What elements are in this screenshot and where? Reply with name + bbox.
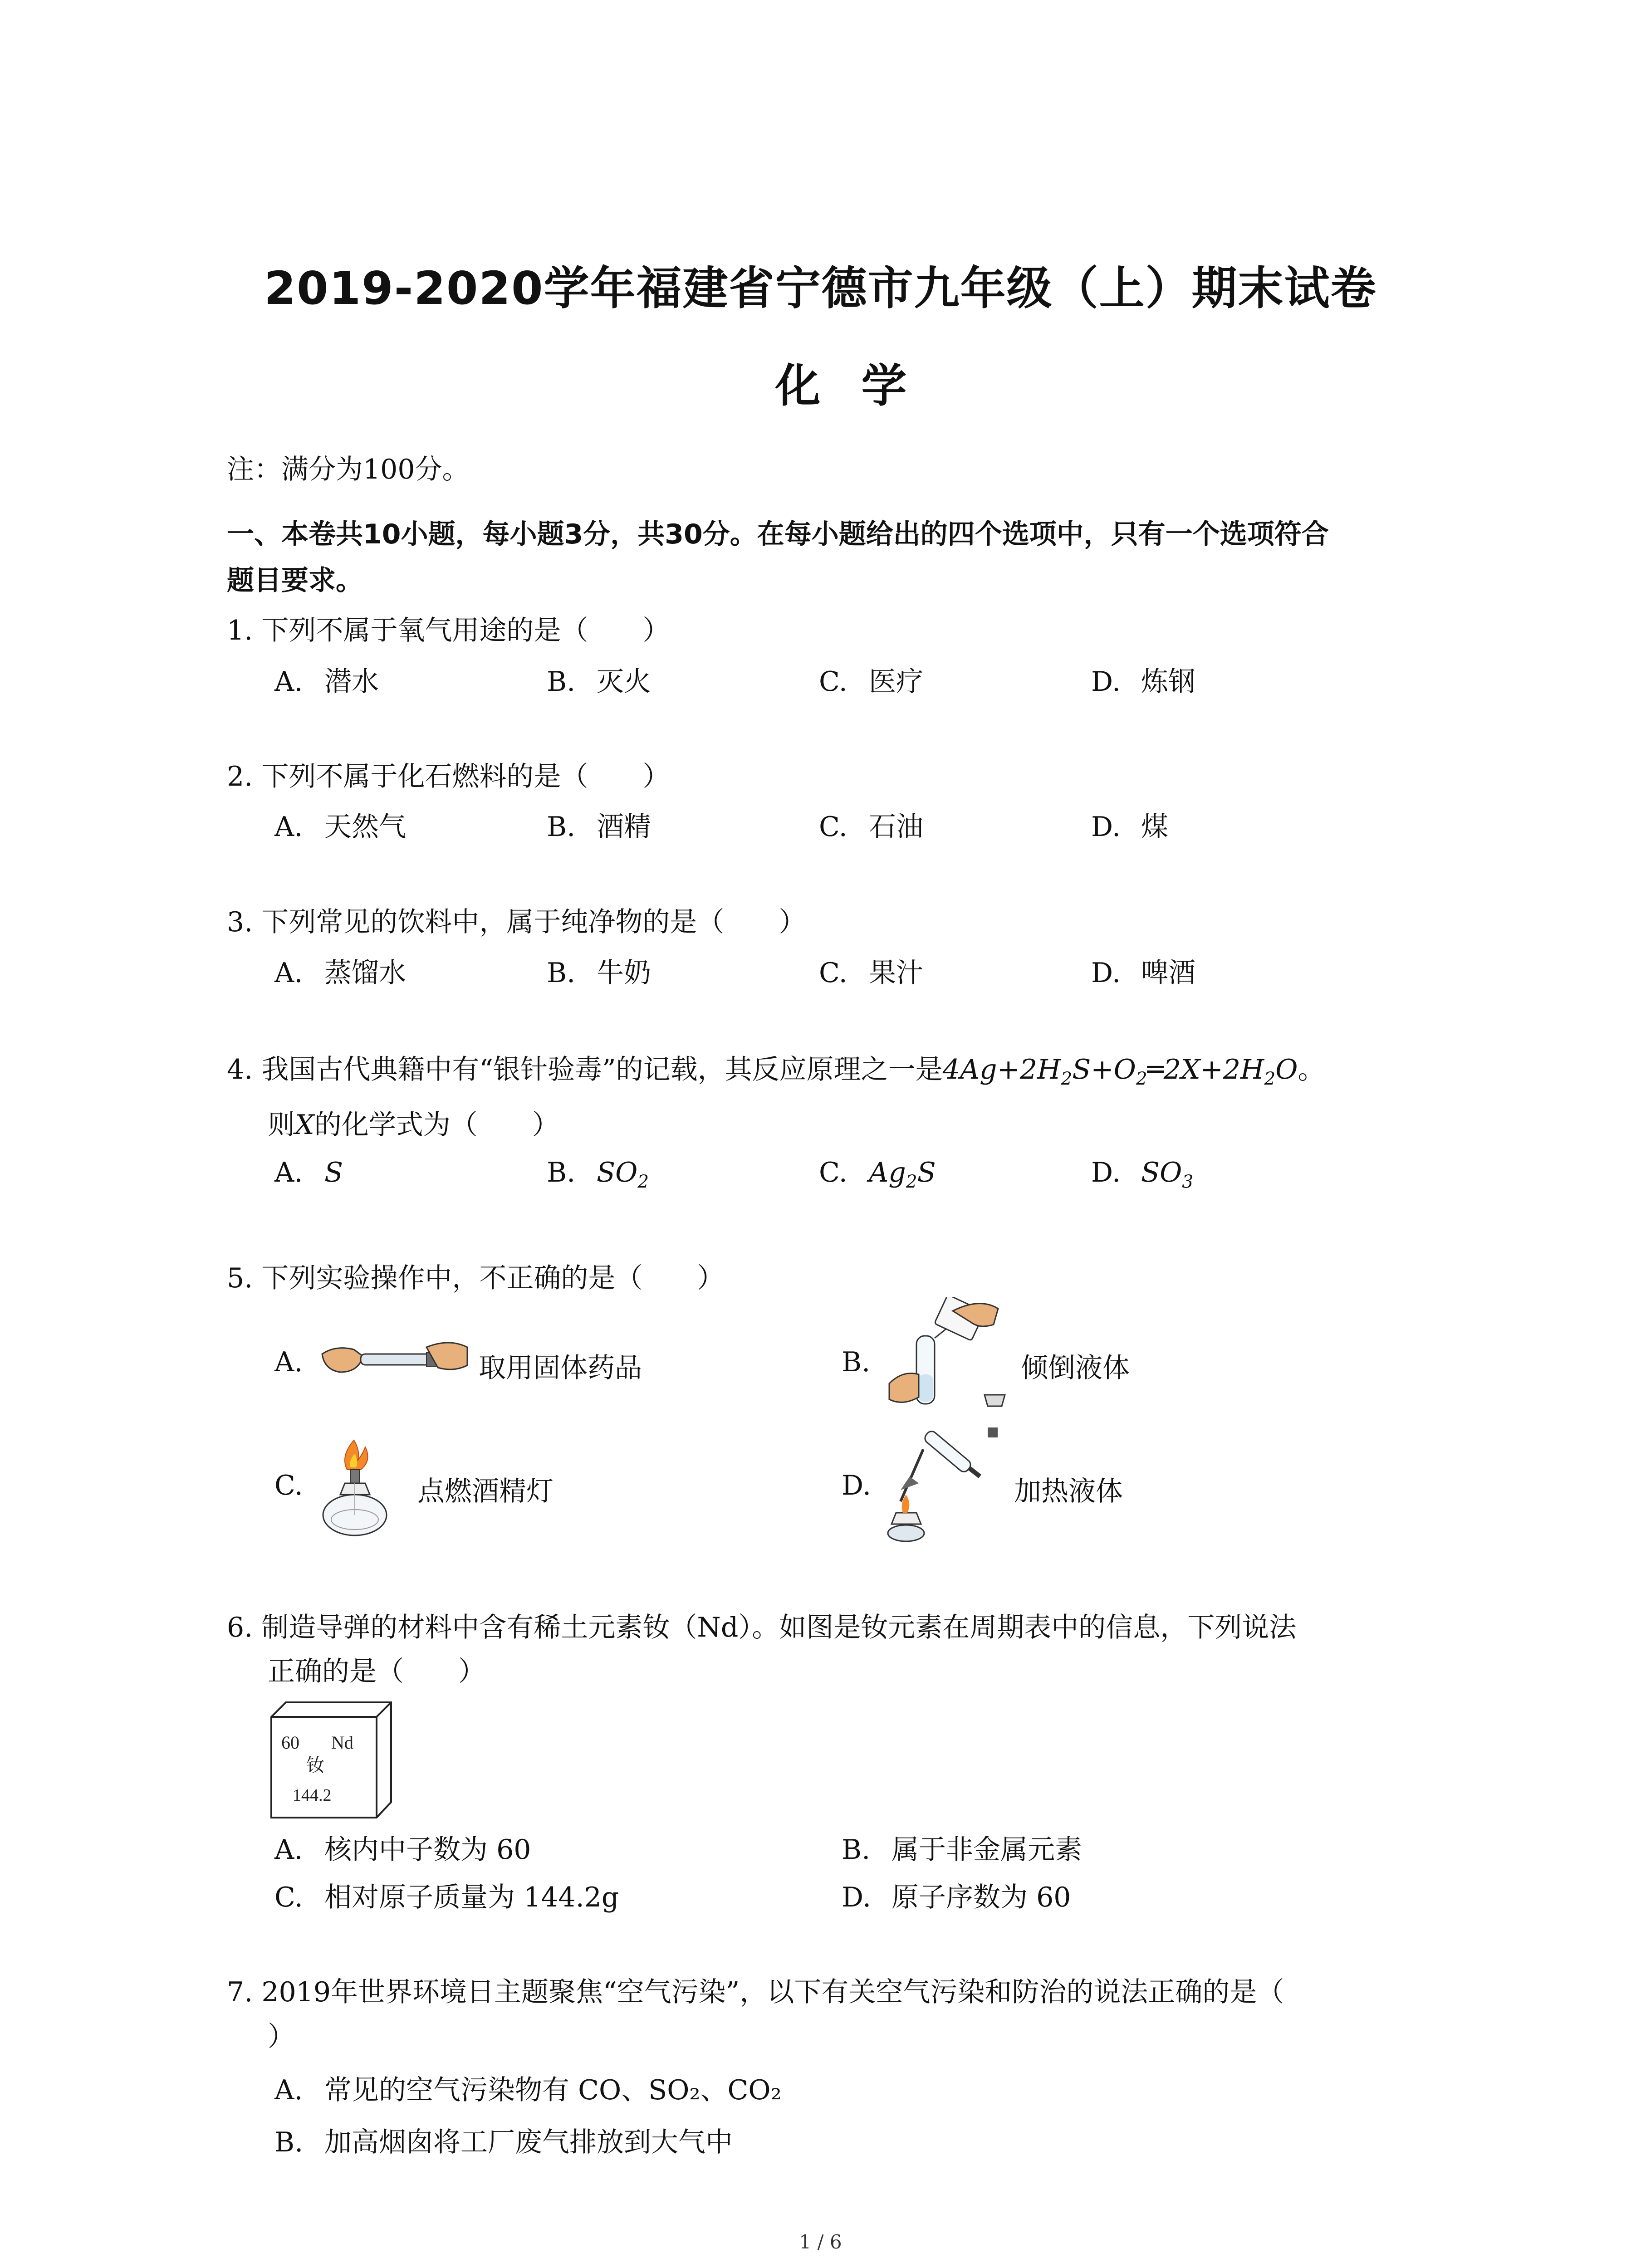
page-title: 2019-2020学年福建省宁德市九年级（上）期末试卷 (264, 262, 1377, 315)
q4-stem: 4. 我国古代典籍中有“银针验毒”的记载，其反应原理之一是$4Ag+2H_2S+O_2═2X+2H_2O$。 (227, 1054, 1325, 1090)
q7-option-a: A. 常见的空气污染物有 CO、SO₂、CO₂ (274, 2074, 782, 2106)
q3-stem: 3. 下列常见的饮料中，属于纯净物的是（ ） (227, 906, 806, 938)
q6-stem-line2: 正确的是（ ） (268, 1656, 485, 1687)
q7-option-b: B. 加高烟囱将工厂废气排放到大气中 (274, 2126, 733, 2158)
heat-liquid-illustration (882, 1422, 1014, 1545)
q5-option-b-text: 倾倒液体 (1021, 1352, 1130, 1384)
q5-option-d-text: 加热液体 (1014, 1476, 1123, 1507)
q2-option-b: B. 酒精 (547, 811, 651, 843)
q2-option-a: A. 天然气 (274, 811, 406, 843)
q5-option-b-label: B. (842, 1346, 871, 1378)
element-symbol: Nd (331, 1732, 353, 1753)
element-atomic-number: 60 (281, 1732, 299, 1753)
q6-option-b: B. 属于非金属元素 (842, 1834, 1082, 1866)
element-atomic-mass: 144.2 (293, 1786, 332, 1805)
q4-option-c: C. $Ag_2S$ (819, 1157, 936, 1193)
q2-option-c: C. 石油 (819, 811, 923, 843)
q6-option-a: A. 核内中子数为 60 (274, 1834, 531, 1866)
q1-option-a: A. 潜水 (274, 666, 379, 698)
q5-option-a-text: 取用固体药品 (479, 1352, 642, 1384)
q3-option-d: D. 啤酒 (1091, 957, 1195, 989)
solid-reagent-illustration (318, 1329, 472, 1388)
q6-stem-line1: 6. 制造导弹的材料中含有稀土元素钕（Nd）。如图是钕元素在周期表中的信息，下列说法 (227, 1612, 1297, 1643)
q5-stem: 5. 下列实验操作中，不正确的是（ ） (227, 1262, 725, 1294)
alcohol-lamp-ignition-illustration (318, 1436, 395, 1540)
section-instruction-line2: 题目要求。 (227, 565, 363, 596)
q1-option-b: B. 灭火 (547, 666, 651, 698)
q3-option-b: B. 牛奶 (547, 957, 651, 989)
q5-option-d-label: D. (842, 1470, 872, 1501)
q5-option-c-label: C. (274, 1470, 303, 1501)
page-number: 1 / 6 (799, 2231, 842, 2253)
q4-equation: $4Ag+2H_2S+O_2═2X+2H_2O$ (942, 1054, 1298, 1090)
q2-option-d: D. 煤 (1091, 811, 1168, 843)
q7-stem-line2: ） (268, 2021, 295, 2053)
q5-option-a-label: A. (274, 1346, 303, 1378)
q4-option-b: B. $SO_2$ (547, 1157, 649, 1193)
q1-stem: 1. 下列不属于氧气用途的是（ ） (227, 615, 670, 646)
q6-option-c: C. 相对原子质量为 144.2g (274, 1882, 619, 1913)
q1-option-d: D. 炼钢 (1091, 666, 1195, 698)
q4-option-d: D. $SO_3$ (1091, 1157, 1194, 1193)
q4-option-a: A. S (274, 1157, 343, 1188)
q6-option-d: D. 原子序数为 60 (842, 1882, 1071, 1913)
element-name: 钕 (306, 1755, 324, 1775)
q3-option-c: C. 果汁 (819, 957, 923, 989)
pour-liquid-illustration (880, 1297, 1021, 1420)
q2-stem: 2. 下列不属于化石燃料的是（ ） (227, 761, 670, 792)
section-instruction-line1: 一、本卷共10小题，每小题3分，共30分。在每小题给出的四个选项中，只有一个选项符合 (227, 518, 1329, 550)
q7-stem-line1: 7. 2019年世界环境日主题聚焦“空气污染”，以下有关空气污染和防治的说法正确的是（ (227, 1976, 1284, 2008)
subject-title: 化学 (775, 359, 948, 412)
score-note: 注：满分为100分。 (227, 454, 470, 485)
q4-stem-line2: 则X的化学式为（ ） (268, 1109, 559, 1141)
q1-option-c: C. 医疗 (819, 666, 923, 698)
q5-option-c-text: 点燃酒精灯 (417, 1476, 554, 1507)
q3-option-a: A. 蒸馏水 (274, 957, 406, 989)
periodic-table-element-box (268, 1699, 395, 1823)
